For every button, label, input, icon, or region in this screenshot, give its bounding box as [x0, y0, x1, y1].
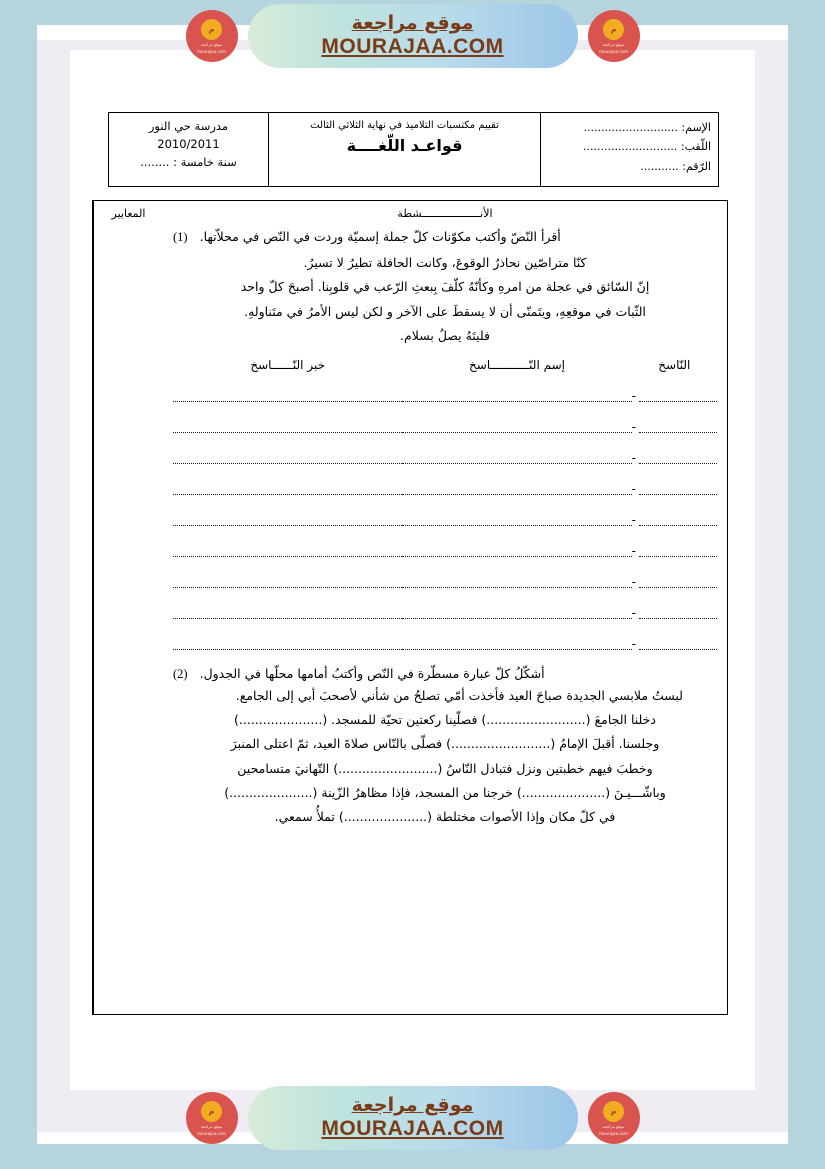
answer-cell-nasikh[interactable] — [632, 561, 717, 592]
answer-fill — [632, 545, 717, 561]
exercise-2-line[interactable]: وباشّـــيـنَ (.....................) خرجنا من المسجد، فإذا مظاهرُ الزّينة (.....................) — [224, 785, 666, 800]
table-row — [173, 375, 717, 406]
logo-caption-ar: موقع مراجعة — [602, 41, 625, 47]
watermark-pill — [197, 1086, 628, 1150]
dotted-answer-line[interactable] — [402, 640, 631, 650]
dotted-answer-line[interactable] — [639, 423, 717, 433]
bottom-spacer — [173, 830, 717, 858]
dotted-answer-line[interactable] — [402, 609, 631, 619]
mourajaa-logo-icon — [186, 1092, 238, 1144]
criteria-column-header: المعايير — [111, 207, 146, 220]
activities-box — [92, 200, 728, 1015]
row-marker: - — [631, 636, 637, 651]
dotted-answer-line[interactable] — [173, 423, 402, 433]
exercise-2-prompt: أشكّلُ كلّ عبارة مسطّرة في النّص وأكتبُ أمامها محلّها في الجدول. — [199, 665, 545, 681]
exercise-1-passage — [173, 251, 717, 349]
answer-fill — [173, 516, 402, 530]
answer-fill — [173, 392, 402, 406]
watermark-pill — [197, 4, 628, 68]
logo-caption-ar: موقع مراجعة — [200, 1123, 223, 1129]
answer-fill — [402, 578, 631, 592]
answer-fill — [173, 547, 402, 561]
logo-caption-ar: موقع مراجعة — [200, 41, 223, 47]
passage-line: كنّا متراصّين نحاذرُ الوقوعَ، وكانت الحافلة تطيرُ لا تسيرُ. — [303, 255, 587, 270]
logo-mark-icon: م — [603, 19, 624, 40]
row-marker: - — [631, 512, 637, 527]
answer-fill — [402, 547, 631, 561]
table-row — [173, 437, 717, 468]
answer-cell-nasikh[interactable] — [632, 375, 717, 406]
dotted-answer-line[interactable] — [173, 547, 402, 557]
dotted-answer-line[interactable] — [639, 392, 717, 402]
dotted-answer-line[interactable] — [173, 485, 402, 495]
answer-cell-ism[interactable] — [402, 623, 631, 654]
answer-cell-ism[interactable] — [402, 499, 631, 530]
logo-caption-en: mourajaa.com — [599, 48, 628, 54]
logo-caption-en: mourajaa.com — [197, 48, 226, 54]
row-marker: - — [631, 605, 637, 620]
nasikh-table — [173, 357, 717, 654]
school-year: 2010/2011 — [157, 136, 220, 151]
dotted-answer-line[interactable] — [402, 516, 631, 526]
table-row — [173, 561, 717, 592]
dotted-answer-line[interactable] — [173, 578, 402, 588]
criteria-column — [93, 201, 163, 1014]
exercise-2-line[interactable]: في كلّ مكان وإذا الأصوات مختلطة (.....................) تملأُ سمعي. — [274, 809, 616, 825]
answer-cell-ism[interactable] — [402, 592, 631, 623]
logo-caption-en: mourajaa.com — [599, 1130, 628, 1136]
exercise-1-prompt: أقرأ النّصّ وأكتب مكوّنات كلّ جملة إسميّة وردت في النّص في محلاّتها. — [199, 229, 561, 244]
answer-cell-nasikh[interactable] — [632, 406, 717, 437]
answer-fill — [173, 640, 402, 654]
answer-cell-khabar[interactable] — [173, 623, 402, 654]
answer-cell-nasikh[interactable] — [632, 468, 717, 499]
logo-mark-icon: م — [201, 19, 222, 40]
answer-fill — [402, 485, 631, 499]
watermark-banner-bottom — [0, 1082, 825, 1154]
col-header-nasikh: النّاسخ — [658, 357, 691, 372]
dotted-answer-line[interactable] — [173, 454, 402, 464]
mourajaa-logo-icon — [588, 1092, 640, 1144]
row-marker: - — [631, 543, 637, 558]
dotted-answer-line[interactable] — [639, 516, 717, 526]
answer-fill — [632, 607, 717, 623]
exercise-2-prompt-row — [173, 664, 717, 684]
answer-fill — [632, 638, 717, 654]
row-marker: - — [631, 450, 637, 465]
exercise-1-prompt-row — [173, 227, 717, 247]
dotted-answer-line[interactable] — [402, 454, 631, 464]
passage-line: فليتَهُ يصلُ بسلام. — [400, 328, 490, 344]
student-name-field[interactable]: الإسم: ........................... — [583, 121, 711, 134]
answer-fill — [173, 454, 402, 468]
answer-cell-ism[interactable] — [402, 406, 631, 437]
answer-fill — [402, 640, 631, 654]
table-row — [173, 406, 717, 437]
row-marker: - — [631, 419, 637, 434]
exercise-2-number: (2) — [173, 666, 188, 681]
table-row — [173, 530, 717, 561]
answer-fill — [402, 392, 631, 406]
answer-fill — [402, 516, 631, 530]
exercise-2-line[interactable]: وخطبَ فيهم خطبتين ونزل فتبادل النّاسُ (.........................) التّهانيَ متسامحين — [237, 760, 653, 776]
logo-caption-en: mourajaa.com — [197, 1130, 226, 1136]
dotted-answer-line[interactable] — [402, 578, 631, 588]
answer-cell-khabar[interactable] — [173, 437, 402, 468]
nasikh-table-body — [173, 375, 717, 654]
student-info-cell — [541, 113, 719, 187]
subject-cell — [269, 113, 541, 187]
logo-caption-ar: موقع مراجعة — [602, 1123, 625, 1129]
mourajaa-logo-icon — [588, 10, 640, 62]
answer-fill — [632, 483, 717, 499]
exercise-2-line[interactable]: لبستُ ملابسي الجديدة صباحَ العيد فأخذت أمّي تصلحُ من شأني لأصحبَ أبي إلى الجامع. — [235, 687, 683, 703]
table-row — [173, 499, 717, 530]
answer-fill — [632, 514, 717, 530]
answer-fill — [173, 485, 402, 499]
watermark-banner-top — [0, 0, 825, 72]
row-marker: - — [631, 481, 637, 496]
mourajaa-logo-icon — [186, 10, 238, 62]
dotted-answer-line[interactable] — [173, 609, 402, 619]
dotted-answer-line[interactable] — [402, 547, 631, 557]
dotted-answer-line[interactable] — [639, 454, 717, 464]
page-title: قواعـد اللّغــــة — [346, 136, 463, 155]
answer-fill — [402, 609, 631, 623]
watermark-arabic-text: موقع مراجعة — [351, 12, 474, 35]
col-header-ism-nasikh: إسم النّـــــــــــاسخ — [469, 357, 565, 372]
answer-cell-ism[interactable] — [402, 561, 631, 592]
logo-mark-icon: م — [603, 1101, 624, 1122]
dotted-answer-line[interactable] — [173, 516, 402, 526]
passage-line: الثّبات في موقعِهِ، ويتَمنّى أن لا يسقطَ على الآخر و لكن ليس الأمرُ في متَناولهِ. — [244, 303, 646, 319]
logo-mark-icon: م — [201, 1101, 222, 1122]
answer-fill — [173, 609, 402, 623]
dotted-answer-line[interactable] — [402, 423, 631, 433]
activities-column — [163, 201, 727, 1014]
row-marker: - — [631, 388, 637, 403]
answer-fill — [632, 390, 717, 406]
answer-cell-khabar[interactable] — [173, 468, 402, 499]
answer-cell-ism[interactable] — [402, 375, 631, 406]
answer-cell-khabar[interactable] — [173, 561, 402, 592]
passage-line: إنّ السّائق في عجلة من امرهِ وكأنّهُ كلّفَ بِبعثِ الرّعب في قلوبِنا. أصبحَ كلّ واحد — [240, 279, 650, 295]
dotted-answer-line[interactable] — [173, 640, 402, 650]
exercise-2 — [173, 664, 717, 830]
dotted-answer-line[interactable] — [639, 578, 717, 588]
watermark-url[interactable]: MOURAJAA.COM — [321, 34, 504, 58]
answer-cell-khabar[interactable] — [173, 530, 402, 561]
answer-fill — [173, 578, 402, 592]
dotted-answer-line[interactable] — [639, 640, 717, 650]
exercise-2-line[interactable]: دخلنا الجامعَ (.........................) فصلّينا ركعتين تحيّة للمسجد. (.....................) — [234, 711, 656, 727]
exercise-2-text — [173, 684, 717, 830]
answer-cell-ism[interactable] — [402, 468, 631, 499]
watermark-arabic-text: موقع مراجعة — [351, 1094, 474, 1117]
exercise-2-line[interactable]: وجلسنا. أقبلَ الإمامُ (.........................) فصلّى بالنّاس صلاةَ العيد، ثمّ اعتلى المنبرَ — [230, 736, 660, 752]
student-surname-field[interactable]: اللّقب: ........................... — [582, 140, 711, 154]
dotted-answer-line[interactable] — [173, 392, 402, 402]
answer-cell-nasikh[interactable] — [632, 530, 717, 561]
answer-fill — [173, 423, 402, 437]
dotted-answer-line[interactable] — [402, 485, 631, 495]
table-row — [109, 113, 719, 187]
answer-fill — [632, 576, 717, 592]
assessment-subtitle: تقييم مكتسبات التلاميذ في نهاية الثلاثي الثالث — [310, 120, 499, 131]
answer-cell-khabar[interactable] — [173, 499, 402, 530]
answer-fill — [402, 423, 631, 437]
school-level-field[interactable]: سنة خامسة : ........ — [140, 154, 237, 169]
col-header-khabar-nasikh: خبر النّــــــاسخ — [250, 357, 325, 372]
nasikh-table-head — [173, 357, 717, 375]
answer-fill — [632, 452, 717, 468]
answer-fill — [402, 454, 631, 468]
answer-cell-khabar[interactable] — [173, 375, 402, 406]
answer-cell-ism[interactable] — [402, 530, 631, 561]
exercise-1 — [173, 227, 717, 654]
worksheet-paper — [70, 50, 755, 1090]
table-row — [173, 357, 717, 375]
answer-cell-nasikh[interactable] — [632, 623, 717, 654]
table-row — [173, 592, 717, 623]
activities-column-header: الأنــــــــــــــــــشطة — [397, 207, 493, 220]
answer-cell-khabar[interactable] — [173, 406, 402, 437]
school-name: مدرسة حي النور — [148, 119, 229, 133]
answer-cell-nasikh[interactable] — [632, 499, 717, 530]
watermark-url[interactable]: MOURAJAA.COM — [321, 1116, 504, 1140]
exercise-1-number: (1) — [173, 230, 188, 244]
answer-cell-khabar[interactable] — [173, 592, 402, 623]
dotted-answer-line[interactable] — [639, 609, 717, 619]
answer-fill — [632, 421, 717, 437]
school-info-cell — [109, 113, 269, 187]
dotted-answer-line[interactable] — [639, 485, 717, 495]
answer-cell-ism[interactable] — [402, 437, 631, 468]
answer-cell-nasikh[interactable] — [632, 592, 717, 623]
row-marker: - — [631, 574, 637, 589]
dotted-answer-line[interactable] — [639, 547, 717, 557]
answer-cell-nasikh[interactable] — [632, 437, 717, 468]
dotted-answer-line[interactable] — [402, 392, 631, 402]
table-row — [173, 623, 717, 654]
table-row — [173, 468, 717, 499]
student-number-field[interactable]: الرّقم: ........... — [640, 159, 711, 173]
identity-header-table — [108, 112, 719, 187]
